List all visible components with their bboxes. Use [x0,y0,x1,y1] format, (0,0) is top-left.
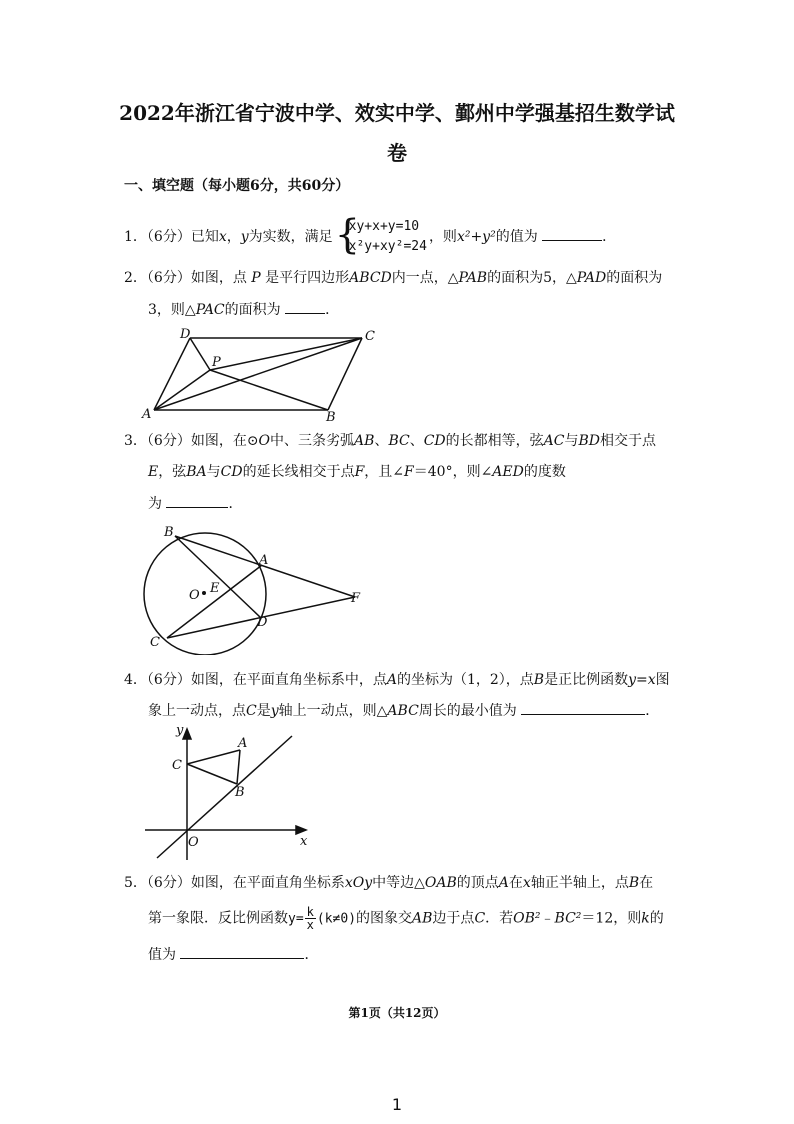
q3-var: O [258,433,271,449]
q2-var: PAD [576,270,607,286]
q3-text: 的延长线相交于点 [242,464,355,480]
label-c: C [365,329,375,344]
q5-text: ＝12，则 [581,910,642,927]
q5-var: B [628,875,640,891]
q1-equation-system [334,212,427,258]
q1-text: 为实数，满足 [248,229,333,245]
label-b: B [164,525,174,540]
answer-blank[interactable] [285,299,325,314]
label-a: A [259,553,269,568]
q5-text: 的图象交 [356,910,413,927]
q5-var: AB [412,910,433,927]
label-c: C [150,635,160,650]
q3-text: ，弦 [158,464,187,480]
q3-text: 中、三条劣弧 [270,433,355,449]
q5-text: 第一象限．反比例函数 [148,910,288,927]
label-d: D [180,327,191,342]
q5-end: ． [304,947,319,963]
q5-fraction [305,906,316,931]
x-axis-arrow-icon [296,826,306,834]
fraction-denominator: x [306,918,314,932]
label-a: A [142,407,152,422]
label-a: A [238,736,248,751]
q2-var: PAB [458,270,488,286]
answer-blank[interactable] [521,700,645,715]
q5-var: OAB [424,875,457,891]
question-3-line-1 [124,431,656,451]
q4-var: y=x [628,672,656,688]
q1-equation-2: x²y+xy²=24 [348,239,427,254]
label-e: E [210,581,220,596]
q3-text: 与 [206,464,221,480]
label-b: B [326,410,336,422]
q2-parallelogram-figure [140,322,380,422]
q3-var: AED [492,464,524,480]
segment-pb [210,370,328,410]
page-footer: 第1页（共12页） [348,1006,446,1020]
q1-text: ，则 [428,229,457,245]
segment-pa [154,370,210,410]
q4-text: 是 [256,703,271,719]
q1-text: 1．（6分）已知 [124,229,219,245]
edge-cb [328,338,362,410]
q5-var: A [498,875,509,891]
q5-var: k [641,910,650,927]
segment-ab [237,750,240,784]
question-3-line-3 [148,493,242,514]
label-p: P [212,355,221,370]
q5-text: 的 [649,910,664,927]
q3-text: 3．（6分）如图，在⊙ [124,433,259,449]
q3-text: ＝40°，则∠ [413,464,493,480]
q4-text: 的坐标为（1，2），点 [396,672,534,688]
q4-text: 周长的最小值为 [418,703,517,719]
q1-var-x: x [218,229,227,245]
q5-function-y: y= [288,911,304,927]
q5-var: C [474,910,486,927]
question-5-line-1 [124,873,653,893]
answer-blank[interactable] [166,493,228,508]
label-b: B [235,785,245,800]
q2-text: 的面积为 [606,270,663,286]
q1-text: 的值为 [495,229,538,245]
q3-text: ，且∠ [364,464,405,480]
q3-var: BC [388,433,410,449]
question-3-line-2 [148,462,566,482]
q3-text: 为 [148,496,162,512]
q4-var: A [386,672,397,688]
q1-var-y: y [240,229,249,245]
q3-text: 的度数 [523,464,566,480]
q3-var: CD [423,433,446,449]
q3-var: CD [220,464,243,480]
question-5-line-2 [148,906,664,931]
question-2-line-1 [124,268,662,288]
center-point [202,591,206,595]
segment-ca [187,750,240,764]
brace-icon: { [334,212,361,258]
label-f: F [351,591,361,606]
q5-text: ．若 [485,910,514,927]
question-1 [124,212,617,258]
fraction-numerator: k [306,905,314,919]
q3-var: F [404,464,414,480]
q3-circle-figure [138,520,378,655]
q2-var: PAC [195,302,225,318]
q3-var: BA [186,464,207,480]
segment-cb [187,764,237,784]
q2-text: 是平行四边形 [265,270,350,286]
question-2-line-2 [148,299,339,320]
q4-var: B [533,672,545,688]
q2-end: ． [325,302,340,318]
q1-expression: x²+y² [456,229,496,245]
question-5-line-3 [148,944,318,965]
answer-blank[interactable] [542,226,602,241]
q3-text: 相交于点 [599,433,656,449]
q3-text: 、 [409,433,424,449]
page-number: 1 [391,1095,403,1114]
q5-text: 5．（6分）如图，在平面直角坐标系 [124,875,345,891]
y-axis-arrow-icon [183,729,191,739]
q4-var: y [270,703,279,719]
q5-var: xOy [344,875,373,891]
question-4-line-1 [124,670,670,690]
q1-equation-1: xy+x+y=10 [348,219,420,234]
label-y: y [176,723,184,738]
q2-text: 的面积为5，△ [487,270,577,286]
q3-text: 、 [374,433,389,449]
q3-var: E [148,464,159,480]
q4-coordinate-figure [140,720,320,865]
page-title-continued: 卷 [387,141,407,165]
q3-var: AC [543,433,565,449]
q3-end: ． [228,496,243,512]
q3-var: AB [354,433,375,449]
q2-var: P [251,270,261,286]
q5-text: 在 [639,875,654,891]
q5-text: 轴正半轴上，点 [530,875,629,891]
label-o: O [189,588,200,603]
q5-var: OB² [513,910,541,927]
section-heading: 一、填空题（每小题6分，共60分） [124,178,350,194]
q4-end: ． [645,703,660,719]
q5-text: ﹣ [540,910,555,927]
q3-text: 的长都相等，弦 [445,433,544,449]
q4-text: 图 [655,672,670,688]
q3-text: 与 [564,433,579,449]
label-d: D [257,615,268,630]
segment-pc [210,338,362,370]
q5-text: 边于点 [432,910,475,927]
segment-pd [190,338,210,370]
q5-text: 在 [508,875,523,891]
q2-text: 2．（6分）如图，点 [124,270,247,286]
q3-var: F [354,464,365,480]
q5-text: 值为 [148,947,176,963]
question-4-line-2 [148,700,659,721]
q4-var: C [246,703,257,719]
q1-end: ． [602,229,617,245]
q2-var: ABCD [349,270,392,286]
q5-text: 中等边△ [372,875,425,891]
q4-var: ABC [387,703,419,719]
label-x: x [300,834,308,849]
q5-var: BC² [554,910,582,927]
q2-text: 3，则△ [148,302,196,318]
q1-comma: ， [226,229,241,245]
q5-condition: (k≠0) [316,911,357,927]
q5-var: x [522,875,531,891]
label-o: O [188,835,199,850]
q2-text: 内一点，△ [391,270,459,286]
q4-text: 象上一动点，点 [148,703,246,719]
q4-text: 4．（6分）如图，在平面直角坐标系中，点 [124,672,387,688]
q5-text: 的顶点 [456,875,499,891]
q2-text: 的面积为 [224,302,281,318]
label-c: C [172,758,182,773]
q4-text: 轴上一动点，则△ [278,703,388,719]
page-title: 2022年浙江省宁波中学、效实中学、鄞州中学强基招生数学试 [119,101,675,125]
answer-blank[interactable] [180,944,304,959]
q3-var: BD [578,433,600,449]
q4-text: 是正比例函数 [544,672,629,688]
